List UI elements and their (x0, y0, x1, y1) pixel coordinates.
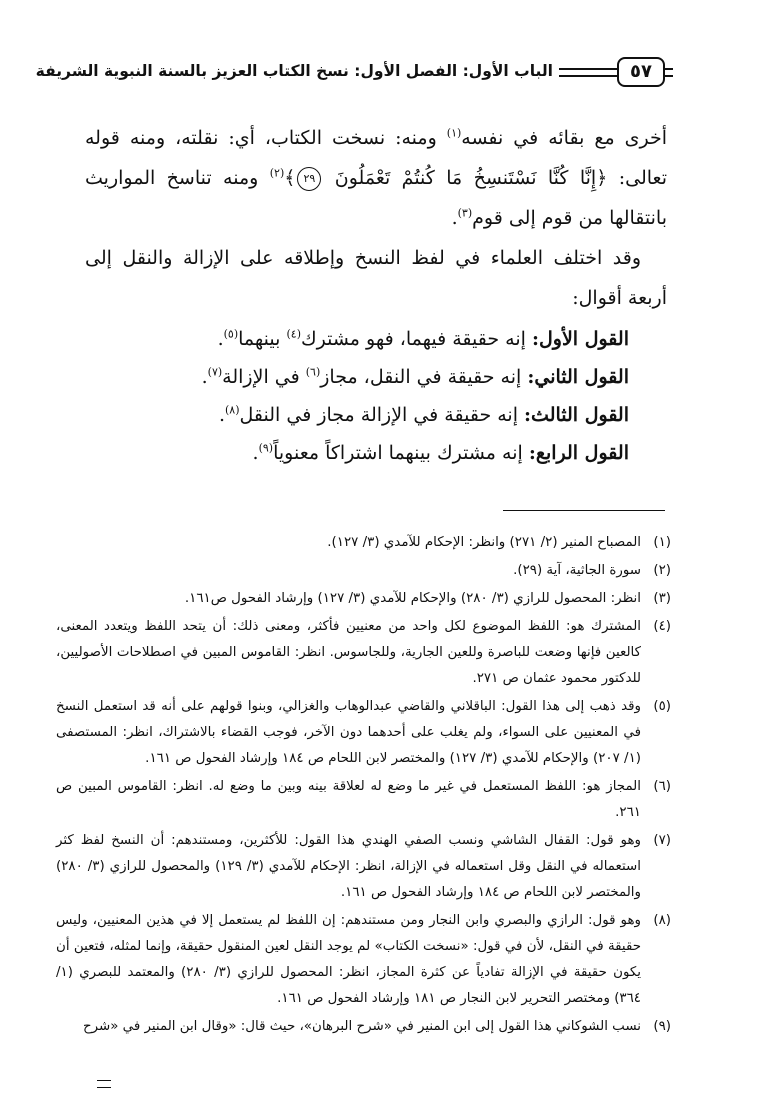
opinion-end: . (218, 404, 225, 426)
opinion-1 (85, 320, 667, 358)
footnote-text: نسب الشوكاني هذا القول إلى ابن المنير في «شرح البرهان»، حيث قال: «وقال ابن المنير في «شرح (82, 1019, 641, 1034)
footnote-number: (٩) (653, 1019, 671, 1034)
footnote-text: وهو قول: الرازي والبصري وابن النجار ومن مستندهم: إن اللفظ لم يستعمل إلا في هذين المعنيين، وليس حقيقة في النقل، لأن في قول: «نسخت الكتاب» لم يوجد النقل لعين المنقول حقيقة، وإنما لمثله، فتعين أن يكون حقيقة في الإزالة تفادياً عن كثرة المجاز، انظر: المحصول للرازي (٣/ ٢٨٠) والمعتمد للبصري (١/ ٣٦٤) ومختصر التحرير لابن النجار ص ١٨١ وإرشاد الفحول ص ١٦١. (56, 913, 641, 1006)
footnote-continuation-mark (97, 1080, 111, 1088)
footnote-1 (56, 530, 671, 556)
opinion-text: إنه حقيقة في الإزالة مجاز في النقل (239, 404, 525, 426)
footnote-text: وهو قول: القفال الشاشي ونسب الصفي الهندي هذا القول: للأكثرين، ومستندهم: أن النسخ لفظ كثر استعماله في النقل وقل استعماله في الإزالة، انظر: الإحكام للآمدي (٣/ ١٢٩) والمحصول للرازي (٣/ ٢٨٠) والمختصر لابن اللحام ص ١٨٤ وإرشاد الفحول ص ١٦١. (56, 833, 641, 900)
footnote-ref-2[interactable]: (٢) (269, 166, 285, 180)
p1-text-a: أخرى مع بقائه في نفسه (461, 127, 667, 149)
p1-text-d: . (451, 207, 458, 229)
opinion-label: القول الثاني: (527, 366, 629, 388)
footnote-ref-8[interactable]: (٨) (225, 403, 240, 417)
opinion-2 (85, 358, 667, 396)
footnote-ref-7[interactable]: (٧) (207, 365, 223, 379)
quran-close-bracket: ﴾ (284, 167, 296, 189)
opinion-text: بينهما (238, 328, 287, 350)
footnote-text: وقد ذهب إلى هذا القول: الباقلاني والقاضي عبدالوهاب والغزالي، وبنوا قولهم على أنه قد استعمل النسخ في المعنيين على السواء، ولم يغلب على أحدهما دون الآخر، فوجب القضاء بالاشتراك، انظر: المستصفى (١/ ٢٠٧) والإحكام للآمدي (٣/ ١٢٧) والمختصر لابن اللحام ص ١٨٤ وإرشاد الفحول ص ١٦١. (56, 699, 641, 766)
footnote-text: سورة الجاثية، آية (٢٩). (513, 563, 641, 578)
footnote-ref-5[interactable]: (٥) (223, 327, 239, 341)
footnote-5 (56, 694, 671, 772)
footnote-text: انظر: المحصول للرازي (٣/ ٢٨٠) والإحكام للآمدي (٣/ ١٢٧) وإرشاد الفحول ص١٦١. (184, 591, 641, 606)
footnote-number: (٦) (653, 779, 671, 794)
footnote-6 (56, 774, 671, 826)
opinion-end: . (217, 328, 224, 350)
footnote-7 (56, 828, 671, 906)
footnote-2 (56, 558, 671, 584)
p1-text-c: ومنه تناسخ المواريث بانتقالها من قوم إلى قوم (85, 167, 667, 229)
opinion-label: القول الثالث: (524, 404, 629, 426)
running-header (35, 55, 665, 91)
footnote-text: المشترك هو: اللفظ الموضوع لكل واحد من معنيين فأكثر، ومعنى ذلك: أن يتحد اللفظ ويتعدد المعنى، كالعين فإنها وضعت للباصرة وللعين الجارية، وللجاسوس. انظر: القاموس المبين في اصطلاحات الأصوليين، للدكتور محمود عثمان ص ٢٧١. (56, 619, 641, 686)
opinion-label: القول الرابع: (528, 442, 629, 464)
footnote-ref-9[interactable]: (٩) (258, 441, 274, 455)
footnote-ref-3[interactable]: (٣) (457, 206, 473, 220)
footnote-text: المصباح المنير (٢/ ٢٧١) وانظر: الإحكام للآمدي (٣/ ١٢٧). (327, 535, 641, 550)
paragraph-2: وقد اختلف العلماء في لفظ النسخ وإطلاقه على الإزالة والنقل إلى أربعة أقوال: (85, 247, 667, 309)
opinion-end: . (252, 442, 259, 464)
header-rule-middle (559, 68, 617, 77)
opinion-label: القول الأول: (531, 328, 629, 350)
footnote-number: (٣) (653, 591, 671, 606)
opinion-text: إنه حقيقة فيهما، فهو مشترك (300, 328, 532, 350)
footnote-8 (56, 908, 671, 1012)
opinion-3 (85, 396, 667, 434)
opinion-text: إنه مشترك بينهما اشتراكاً معنوياً (273, 442, 529, 464)
footnote-ref-1[interactable]: (١) (446, 126, 462, 140)
opinion-text: إنه حقيقة في النقل، مجاز (320, 366, 528, 388)
footnote-9 (56, 1014, 671, 1040)
paragraph-1 (85, 118, 667, 238)
footnote-ref-4[interactable]: (٤) (286, 327, 301, 341)
footnote-number: (٥) (653, 699, 671, 714)
opinions-list (85, 320, 667, 472)
footnote-separator (503, 510, 665, 511)
header-title: الباب الأول: الفصل الأول: نسخ الكتاب العزيز بالسنة النبوية الشريفة (35, 62, 553, 80)
footnote-ref-6[interactable]: (٦) (305, 365, 321, 379)
footnote-4 (56, 614, 671, 692)
main-text (85, 118, 667, 472)
footnote-text: المجاز هو: اللفظ المستعمل في غير ما وضع له لعلاقة بينه وبين ما وضع له. انظر: القاموس المبين ص ٢٦١. (56, 779, 641, 820)
footnote-number: (٢) (653, 563, 671, 578)
quran-verse: ﴿إِنَّا كُنَّا نَسْتَنسِخُ مَا كُنتُمْ تَعْمَلُونَ (334, 167, 608, 189)
footnotes (56, 530, 671, 1042)
page-number: ٥٧ (617, 57, 665, 87)
opinion-4 (85, 434, 667, 472)
footnote-number: (٧) (653, 833, 671, 848)
ayah-number-marker: ٢٩ (297, 167, 321, 191)
opinion-text: في الإزالة (222, 366, 306, 388)
footnote-3 (56, 586, 671, 612)
footnote-number: (٤) (653, 619, 671, 634)
p1-text-b: ومنه: نسخت الكتاب، أي: نقلته، ومنه قوله تعالى: (85, 127, 668, 189)
opinion-end: . (201, 366, 208, 388)
footnote-number: (٨) (653, 913, 671, 928)
footnote-number: (١) (653, 535, 671, 550)
